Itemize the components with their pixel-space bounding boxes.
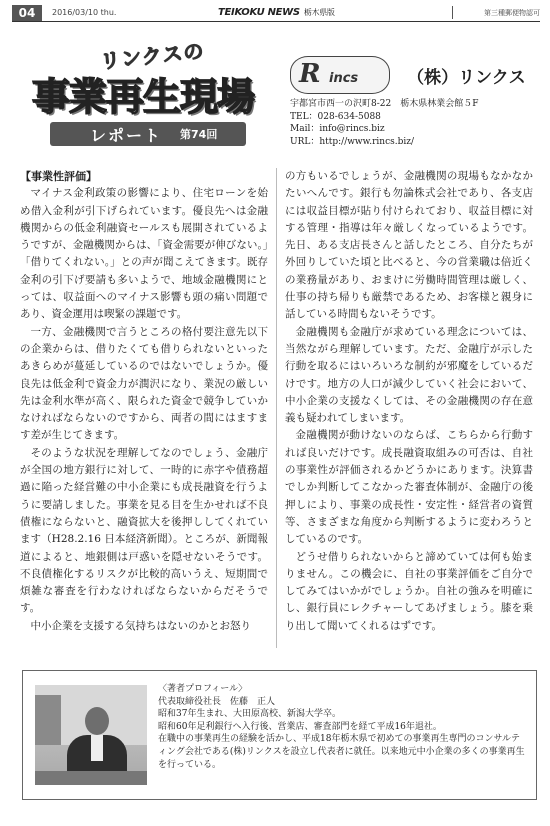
company-url[interactable]: URL：http://www.rincs.biz/ [290, 136, 415, 147]
profile-line: 昭和37年生まれ、大田原高校、新潟大学卒。 [158, 709, 341, 720]
company-mail[interactable]: Mail：info@rincs.biz [290, 124, 385, 134]
section-heading: 【事業性評価】 [20, 170, 97, 183]
article-paragraph: マイナス金利政策の影響により、住宅ローンを始め借入金利が引下げられています。優良先へは金融機関からの低金利融資セールスも展開されているようですが、金融機関からは、「資金需要が伸びない。」「借りてくれない。」との声が聞こえてきます。既存金利の引下げ要請も多いようで、地域金融機関にとっては、収益面へのマイナス影響も頭の痛い問題であり、資金運用は喫緊の課題です。 [20, 187, 268, 321]
profile-line: 昭和60年足利銀行へ入行後、営業店、審査部門を経て平成16年退社。 [158, 721, 442, 732]
profile-text [158, 683, 528, 771]
logo-letter: R [299, 59, 321, 89]
profile-heading: 〈著者プロフィール〉 [158, 684, 248, 694]
article-paragraph: 中小企業を支援する気持ちはないのかとお怒り [30, 619, 251, 632]
article-paragraph: の方もいるでしょうが、金融機関の現場もなかなかたいへんです。銀行も勿論株式会社であり、各支店には収益目標が貼り付けられており、収益目標に対する管理・指導は年々厳しくなっているようです。先日、ある支店長さんと話したところ、自分たちが外回りしていた頃と比べると、今の営業職は倍近くの業務量があり、おまけに労働時間管理は厳しく、仕事の持ち帰りも厳禁であるため、お客様と親身に話している時間もないそうです。 [285, 170, 533, 321]
column-title-logo [30, 40, 260, 152]
article-column-right [285, 168, 533, 635]
column-divider [276, 168, 277, 648]
article-paragraph: どうせ借りられないからと諦めていては何も始まりません。この機会に、自社の事業評価をご自分でしてみてはいかがでしょうか。自社の強みを明確にし、銀行員にレクチャーしてあげましょう。膝を乗り出して聞いてくれるはずです。 [285, 550, 533, 632]
series-title: 事業再生現場 [32, 75, 255, 119]
article-paragraph: 一方、金融機関で言うところの格付要注意先以下の企業からは、借りたくても借りられないといったあきらめが蔓延しているのではないでしょうか。優良先は低金利で資金力が潤沢になり、業況の厳しい先は金利水準が高く、限られた資金で競争していかなければならないのですから、両者の間にはますます差が生じてきます。 [20, 325, 268, 442]
article-paragraph: 金融機関も金融庁が求めている理念については、当然ながら理解しています。ただ、金融庁が示した行動を取るにはいろいろな制約が邪魔をしているだけです。地方の人口が減少していく社会において、中小企業の支援なくしては、その金融機関の存在意義も疑われてしまいます。 [285, 325, 533, 425]
company-name: （株）リンクス [407, 67, 526, 88]
author-profile-box [22, 670, 537, 800]
company-tel: TEL：028-634-5088 [290, 111, 381, 122]
profile-line: 在職中の事業再生の経験を活かし、平成18年栃木県で初めての事業再生専門のコンサルティング会社である(株)リンクスを設立し代表者に就任。以来地元中小企業の多くの事業再生を行っている。 [158, 734, 525, 770]
profile-line: 代表取締役社長 佐藤 正人 [158, 696, 276, 707]
article-paragraph: 金融機関が動けないのならば、こちらから行動すれば良いだけです。成長融資取組みの可否は、自社の事業性が評価されるかどうかにあります。決算書でしか判断してこなかった審査体制が、金融庁の後押しにより、事業の成長性・安定性・経営者の資質等、さまざまな角度から判断するように変わろうとしているのです。 [285, 429, 533, 546]
report-label: レポート [90, 125, 163, 145]
report-bar [50, 122, 246, 146]
article-column-left [20, 168, 268, 635]
edition-label: 栃木県版 [303, 8, 335, 17]
page-number: 04 [12, 5, 42, 21]
company-address: 宇都宮市西一の沢町8-22 栃木県林業会館５F [290, 99, 479, 109]
newspaper-name: TEIKOKU NEWS 栃木県版 [218, 7, 335, 18]
rincs-logo [290, 56, 390, 94]
postal-permit: 第三種郵便物認可 [484, 8, 540, 17]
author-photo [35, 685, 147, 785]
issue-number: 第74回 [180, 128, 218, 141]
company-info [290, 56, 540, 148]
series-subtitle: リンクスの [99, 38, 206, 74]
article-paragraph: そのような状況を理解してなのでしょう、金融庁が全国の地方銀行に対して、一時的に赤字や債務超過に陥った経営難の中小企業にも成長融資を行うように要請しました。事業を見る目を生かせれば不良債権にならないと、融資拡大を後押ししてくれています（H28.2.16 日本経済新聞）。ところが、新聞報道によると、地銀側は戸惑いを隠せないそうです。不良債権化するリスクが比較的高いうえ、短期間で煩雑な審査を行わなければならないからだそうです。 [20, 446, 268, 615]
page-header [12, 4, 540, 22]
logo-text: incs [329, 71, 359, 86]
issue-date: 2016/03/10 thu. [52, 8, 117, 17]
header-divider [452, 6, 453, 19]
